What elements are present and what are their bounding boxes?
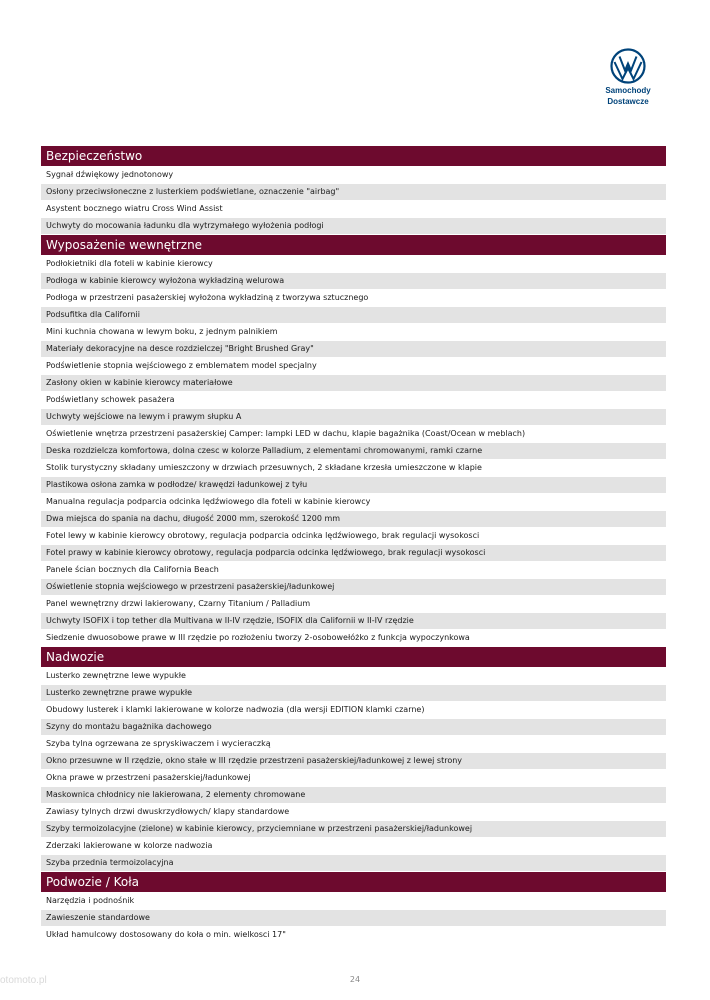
list-item: Narzędzia i podnośnik [41, 893, 666, 909]
brand-logo [596, 48, 660, 106]
list-item: Siedzenie dwuosobowe prawe w III rzędzie po rozłożeniu tworzy 2-osobowełóżko z funkcja wypoczynkowa [41, 630, 666, 646]
section-header: Wyposażenie wewnętrzne [41, 235, 666, 255]
list-item: Deska rozdzielcza komfortowa, dolna czesc w kolorze Palladium, z elementami chromowanymi, ramki czarne [41, 443, 666, 459]
list-item: Lusterko zewnętrzne prawe wypukłe [41, 685, 666, 701]
list-item: Dwa miejsca do spania na dachu, długość 2000 mm, szerokość 1200 mm [41, 511, 666, 527]
list-item: Stolik turystyczny składany umieszczony w drzwiach przesuwnych, 2 składane krzesła umieszczone w klapie [41, 460, 666, 476]
section-header: Bezpieczeństwo [41, 146, 666, 166]
list-item: Uchwyty do mocowania ładunku dla wytrzymałego wyłożenia podłogi [41, 218, 666, 234]
section-header: Podwozie / Koła [41, 872, 666, 892]
list-item: Podłoga w przestrzeni pasażerskiej wyłożona wykładziną z tworzywa sztucznego [41, 290, 666, 306]
list-item: Oświetlenie stopnia wejściowego w przestrzeni pasażerskiej/ładunkowej [41, 579, 666, 595]
equipment-list [41, 146, 666, 944]
brand-line-1: Samochody [605, 86, 651, 95]
list-item: Zderzaki lakierowane w kolorze nadwozia [41, 838, 666, 854]
list-item: Podświetlany schowek pasażera [41, 392, 666, 408]
list-item: Fotel lewy w kabinie kierowcy obrotowy, regulacja podparcia odcinka lędźwiowego, brak regulacji wysokosci [41, 528, 666, 544]
list-item: Mini kuchnia chowana w lewym boku, z jednym palnikiem [41, 324, 666, 340]
list-item: Panele ścian bocznych dla California Beach [41, 562, 666, 578]
list-item: Podsufitka dla Californii [41, 307, 666, 323]
list-item: Szyby termoizolacyjne (zielone) w kabinie kierowcy, przyciemniane w przestrzeni pasażerskiej/ładunkowej [41, 821, 666, 837]
list-item: Manualna regulacja podparcia odcinka lędźwiowego dla foteli w kabinie kierowcy [41, 494, 666, 510]
list-item: Szyba przednia termoizolacyjna [41, 855, 666, 871]
list-item: Maskownica chłodnicy nie lakierowana, 2 elementy chromowane [41, 787, 666, 803]
list-item: Sygnał dźwiękowy jednotonowy [41, 167, 666, 183]
list-item: Oświetlenie wnętrza przestrzeni pasażerskiej Camper: lampki LED w dachu, klapie bagażnika (Coast/Ocean w meblach) [41, 426, 666, 442]
list-item: Szyny do montażu bagażnika dachowego [41, 719, 666, 735]
list-item: Okna prawe w przestrzeni pasażerskiej/ładunkowej [41, 770, 666, 786]
list-item: Uchwyty ISOFIX i top tether dla Multivana w II-IV rzędzie, ISOFIX dla Californii w II-IV rzędzie [41, 613, 666, 629]
list-item: Materiały dekoracyjne na desce rozdzielczej "Bright Brushed Gray" [41, 341, 666, 357]
list-item: Zasłony okien w kabinie kierowcy materiałowe [41, 375, 666, 391]
list-item: Obudowy lusterek i klamki lakierowane w kolorze nadwozia (dla wersji EDITION klamki czarne) [41, 702, 666, 718]
list-item: Szyba tylna ogrzewana ze spryskiwaczem i wycieraczką [41, 736, 666, 752]
list-item: Fotel prawy w kabinie kierowcy obrotowy, regulacja podparcia odcinka lędźwiowego, brak regulacji wysokosci [41, 545, 666, 561]
list-item: Plastikowa osłona zamka w podłodze/ krawędzi ładunkowej z tyłu [41, 477, 666, 493]
brand-line-2: Dostawcze [607, 97, 649, 106]
list-item: Zawiasy tylnych drzwi dwuskrzydłowych/ klapy standardowe [41, 804, 666, 820]
list-item: Zawieszenie standardowe [41, 910, 666, 926]
list-item: Osłony przeciwsłoneczne z lusterkiem podświetlane, oznaczenie "airbag" [41, 184, 666, 200]
vw-logo-icon [610, 48, 646, 84]
list-item: Podłoga w kabinie kierowcy wyłożona wykładziną welurowa [41, 273, 666, 289]
list-item: Uchwyty wejściowe na lewym i prawym słupku A [41, 409, 666, 425]
page-number: 24 [349, 975, 361, 984]
list-item: Układ hamulcowy dostosowany do koła o min. wielkosci 17" [41, 927, 666, 943]
list-item: Podświetlenie stopnia wejściowego z emblematem model specjalny [41, 358, 666, 374]
list-item: Asystent bocznego wiatru Cross Wind Assist [41, 201, 666, 217]
watermark: otomoto.pl [0, 975, 47, 986]
list-item: Lusterko zewnętrzne lewe wypukłe [41, 668, 666, 684]
list-item: Okno przesuwne w II rzędzie, okno stałe w III rzędzie przestrzeni pasażerskiej/ładunkowej z lewej strony [41, 753, 666, 769]
list-item: Podłokietniki dla foteli w kabinie kierowcy [41, 256, 666, 272]
list-item: Panel wewnętrzny drzwi lakierowany, Czarny Titanium / Palladium [41, 596, 666, 612]
section-header: Nadwozie [41, 647, 666, 667]
